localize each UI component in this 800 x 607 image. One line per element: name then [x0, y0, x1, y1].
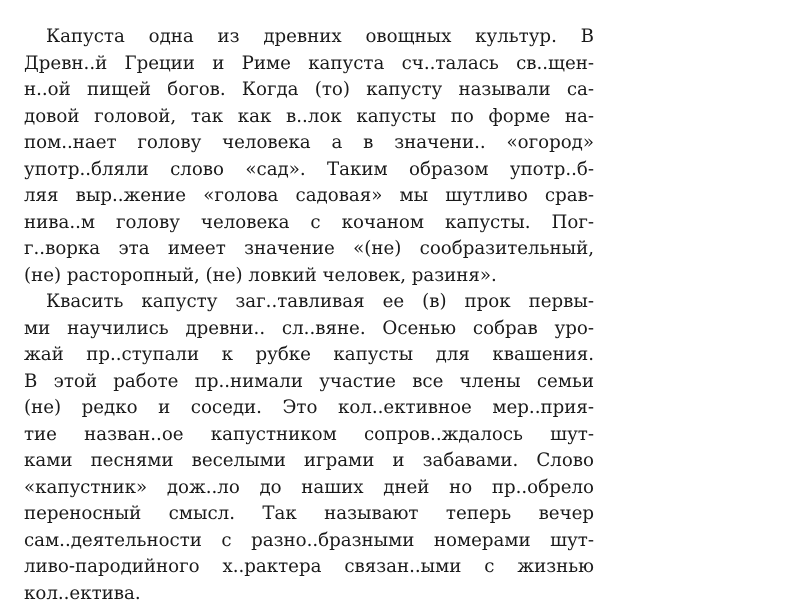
text-line: тие назван..ое капустником сопров..ждалось шут-	[24, 422, 594, 449]
text-line: ками песнями веселыми играми и забавами. Слово	[24, 448, 594, 475]
text-line: В этой работе пр..нимали участие все члены семьи	[24, 369, 594, 396]
document-text	[24, 24, 594, 607]
text-line: (не) редко и соседи. Это кол..ективное мер..прия-	[24, 395, 594, 422]
paragraph-2	[24, 289, 594, 607]
text-line: Квасить капусту заг..тавливая ее (в) прок первы-	[24, 289, 594, 316]
text-line: г..ворка эта имеет значение «(не) сообразительный,	[24, 236, 594, 263]
text-line: довой головой, так как в..лок капусты по форме на-	[24, 104, 594, 131]
text-line: (не) расторопный, (не) ловкий человек, разиня».	[24, 263, 594, 290]
text-line: ми научились древни.. сл..вяне. Осенью собрав уро-	[24, 316, 594, 343]
paragraph-1	[24, 24, 594, 289]
text-line: Древн..й Греции и Риме капуста сч..талась св..щен-	[24, 51, 594, 78]
text-line: нива..м голову человека с кочаном капусты. Пог-	[24, 210, 594, 237]
text-line: ляя выр..жение «голова садовая» мы шутливо срав-	[24, 183, 594, 210]
text-line: жай пр..ступали к рубке капусты для квашения.	[24, 342, 594, 369]
text-line: «капустник» дож..ло до наших дней но пр..обрело	[24, 475, 594, 502]
text-line: кол..ектива.	[24, 581, 594, 607]
text-line: переносный смысл. Так называют теперь вечер	[24, 501, 594, 528]
text-line: н..ой пищей богов. Когда (то) капусту называли са-	[24, 77, 594, 104]
text-line: ливо-пародийного х..рактера связан..ыми с жизнью	[24, 554, 594, 581]
text-line: пом..нает голову человека а в значени.. «огород»	[24, 130, 594, 157]
text-line: сам..деятельности с разно..бразными номерами шут-	[24, 528, 594, 555]
text-line: Капуста одна из древних овощных культур. В	[24, 24, 594, 51]
text-line: употр..бляли слово «сад». Таким образом употр..б-	[24, 157, 594, 184]
